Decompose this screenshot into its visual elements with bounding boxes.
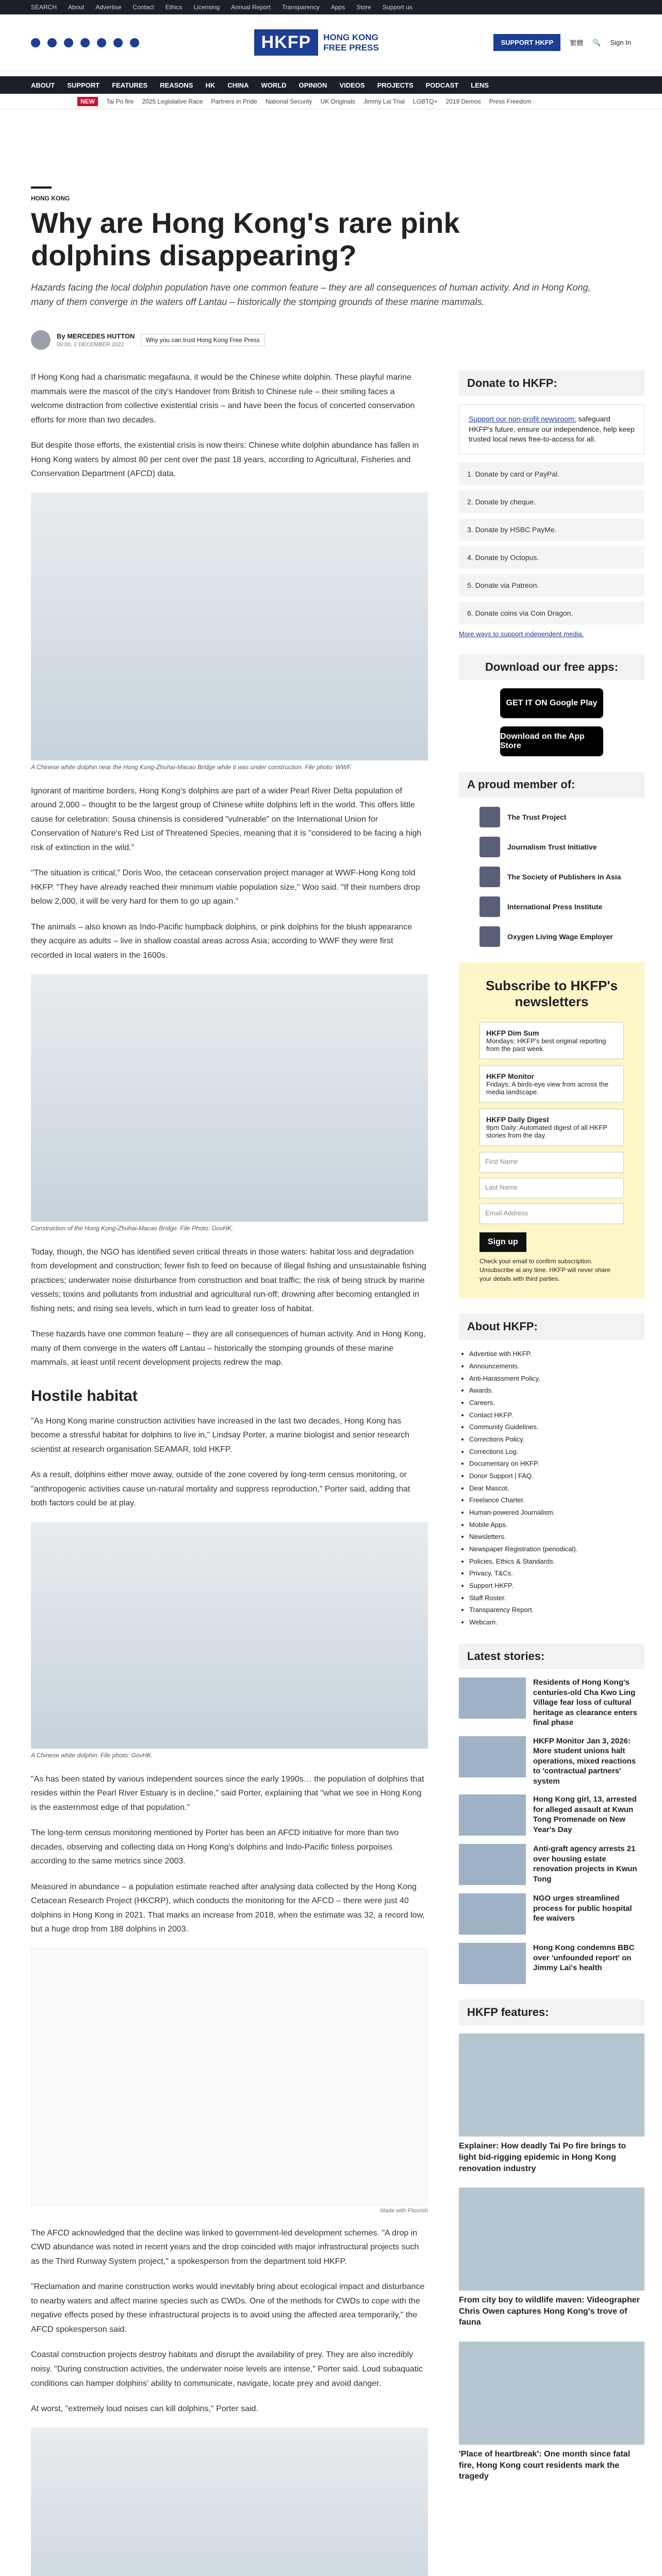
- article-category[interactable]: HONG KONG: [31, 195, 70, 202]
- utility-ethics[interactable]: Ethics: [165, 4, 183, 11]
- about-item[interactable]: • Corrections Log.: [469, 1446, 644, 1458]
- author-avatar: [31, 330, 51, 350]
- dolphin-photo-2: [31, 1522, 428, 1749]
- utility-transparency[interactable]: Transparency: [282, 4, 320, 11]
- article-body: [31, 370, 428, 2576]
- donate-option[interactable]: 2. Donate by cheque.: [459, 490, 644, 513]
- story-thumbnail: [459, 1736, 526, 1777]
- about-item[interactable]: • Donor Support | FAQ.: [469, 1470, 644, 1482]
- utility-licensing[interactable]: Licensing: [193, 4, 220, 11]
- trending-item[interactable]: Tai Po fire: [106, 97, 134, 105]
- feature-image: [459, 2188, 644, 2291]
- article-deck: Hazards facing the local dolphin population have one common feature – they are all consequences of human activity. And in Hong Kong, many of them converge in the waters off Lantau – historically the stomping grounds of these marine mammals.: [31, 282, 591, 308]
- member-logo[interactable]: The Trust Project: [479, 807, 644, 827]
- latest-story[interactable]: Hong Kong girl, 13, arrested for alleged assault at Kwun Tong Promenade on New Year's Day: [459, 1794, 644, 1836]
- app-store-badge[interactable]: Download on the App Store: [500, 726, 603, 756]
- living-wage-icon: [479, 926, 500, 947]
- donate-intro: [459, 404, 644, 454]
- photo-caption: A Chinese white dolphin. File photo: GovHK.: [31, 1751, 153, 1759]
- about-item[interactable]: • Awards.: [469, 1384, 644, 1397]
- utility-store[interactable]: Store: [356, 4, 371, 11]
- donate-intro-link[interactable]: Support our non-profit newsroom:: [469, 415, 576, 423]
- nav-reasons[interactable]: REASONS: [160, 81, 193, 89]
- member-logo[interactable]: The Society of Publishers in Asia: [479, 867, 644, 887]
- content-wrap: [0, 370, 662, 2576]
- donate-intro-text: safeguard HKFP's future, ensure our independence, help keep trusted local news free-to-access for all.: [469, 415, 635, 444]
- latest-story[interactable]: Hong Kong condemns BBC over 'unfounded report' on Jimmy Lai's health: [459, 1943, 644, 1984]
- trending-tag: NEW: [77, 97, 98, 106]
- sign-in-link[interactable]: Sign In: [610, 39, 631, 46]
- first-name-input[interactable]: First Name: [479, 1152, 624, 1173]
- sopa-icon: [479, 867, 500, 887]
- story-thumbnail: [459, 1844, 526, 1885]
- category-rule: [31, 187, 52, 189]
- utility-support[interactable]: Support us: [382, 4, 412, 11]
- paragraph: "Reclamation and marine construction works would inevitably bring about ecological impact and disturbance to nearby waters and affect marine species such as CWDs. One of the methods for CWDs to cope with the negative effects posed by these infrastructural projects is to avoid using the affected area temporarily," the AFCD spokesperson said.: [31, 2282, 425, 2334]
- feature-image: [459, 2033, 644, 2137]
- about-item[interactable]: • Mobile Apps.: [469, 1519, 644, 1531]
- apps-title: Download our free apps:: [459, 654, 644, 680]
- story-thumbnail: [459, 1943, 526, 1984]
- member-title: A proud member of:: [459, 772, 644, 798]
- trending-item[interactable]: LGBTQ+: [412, 97, 438, 105]
- jti-icon: [479, 837, 500, 857]
- utility-advertise[interactable]: Advertise: [95, 4, 122, 11]
- donate-option[interactable]: 6. Donate coins via Coin Dragon.: [459, 602, 644, 624]
- about-item[interactable]: • Policies, Ethics & Standards.: [469, 1555, 644, 1568]
- newsletter-widget: [459, 962, 644, 1298]
- trending-item[interactable]: Partners in Pride: [211, 97, 257, 105]
- paragraph: If Hong Kong had a charismatic megafauna, it would be the Chinese white dolphin. These playful marine mammals were the mascot of the city's Handover from British to Chinese rule – their smiling faces a welcome distraction from collective existential crisis – and have been the focus of concerted conservation efforts for more than two decades.: [31, 373, 415, 425]
- member-logo[interactable]: International Press Institute: [479, 896, 644, 917]
- about-item[interactable]: • Advertise with HKFP.: [469, 1348, 644, 1360]
- about-item[interactable]: • Careers.: [469, 1397, 644, 1409]
- site-logo[interactable]: [254, 29, 379, 56]
- paragraph: The animals – also known as Indo-Pacific humpback dolphins, or pink dolphins for the blush appearance they acquire as adults – live in shallow coastal areas across Asia; according to WWF they were first recorded in local waters in the 1600s.: [31, 922, 412, 960]
- story-thumbnail: [459, 1794, 526, 1836]
- main-nav: [0, 76, 662, 94]
- about-title: About HKFP:: [459, 1314, 644, 1340]
- email-input[interactable]: Email Address: [479, 1204, 624, 1224]
- article-title: Why are Hong Kong's rare pink dolphins disappearing?: [31, 207, 460, 272]
- paragraph: The AFCD acknowledged that the decline was linked to government-led development schemes. "A drop in CWD abundance was noted in recent years and the drop coincided with major infrastructural projects such as the Third Runway System project," a spokesperson from the department told HKFP.: [31, 2228, 419, 2266]
- trust-link[interactable]: Why you can trust Hong Kong Free Press: [141, 334, 264, 346]
- donate-title: Donate to HKFP:: [459, 370, 644, 396]
- utility-contact[interactable]: Contact: [133, 4, 154, 11]
- trending-item[interactable]: Press Freedom: [489, 97, 532, 105]
- donate-option[interactable]: 1. Donate by card or PayPal.: [459, 463, 644, 485]
- utility-about[interactable]: About: [68, 4, 85, 11]
- support-hkfp-button[interactable]: SUPPORT HKFP: [493, 34, 560, 51]
- utility-annual-report[interactable]: Annual Report: [231, 4, 271, 11]
- youtube-icon[interactable]: [97, 38, 106, 47]
- nav-videos[interactable]: VIDEOS: [339, 81, 365, 89]
- newsletter-title: Subscribe to HKFP's newsletters: [485, 978, 618, 1009]
- paragraph: Measured in abundance – a population estimate reached after analysing data collected by the Hong Kong Cetacean Research Project (HKCRP), which conducts the monitoring for the AFCD – there were just 40 dolphins in Hong Kong in 2021. That marks an increase from 2018, when the estimate was 32, a record low, but a huge drop from 188 dolphins in 2003.: [31, 1882, 425, 1934]
- lantau-photo: [31, 2428, 428, 2576]
- dolphin-photo: [31, 493, 428, 760]
- features-title: HKFP features:: [459, 1999, 644, 2025]
- utility-apps[interactable]: Apps: [330, 4, 345, 11]
- social-links: [31, 38, 139, 47]
- facebook-icon[interactable]: [31, 38, 40, 47]
- about-item[interactable]: • Newsletters.: [469, 1531, 644, 1543]
- newsletter-option[interactable]: HKFP Daily Digest 9pm Daily: Automated digest of all HKFP stories from the day.: [479, 1109, 624, 1146]
- logo-mark: HKFP: [254, 29, 319, 56]
- paragraph: Coastal construction projects destroy habitats and disrupt the availability of prey. They are also incredibly noisy. "During construction activities, the underwater noise levels are intense," Porter said. Loud subaquatic conditions can hamper dolphins' ability to communicate, navigate, locate prey and avoid danger.: [31, 2350, 423, 2388]
- section-heading: Hostile habitat: [31, 1387, 138, 1404]
- ipi-icon: [479, 896, 500, 917]
- byline-row: [31, 330, 631, 350]
- about-item[interactable]: • Privacy, T&Cs.: [469, 1567, 644, 1580]
- masthead: [0, 14, 662, 71]
- story-thumbnail: [459, 1893, 526, 1935]
- logo-name: HONG KONG FREE PRESS: [323, 32, 379, 53]
- paragraph: At worst, "extremely loud noises can kill dolphins," Porter said.: [31, 2404, 258, 2414]
- nav-features[interactable]: FEATURES: [112, 81, 148, 89]
- about-item[interactable]: • Documentary on HKFP.: [469, 1458, 644, 1470]
- paragraph: But despite those efforts, the existential crisis is now theirs: Chinese white dolphin abundance has fallen in Hong Kong waters by almost 80 per cent over the past 18 years, according to Agricultural, Fisheries and Conservation Department (AFCD) data.: [31, 441, 419, 479]
- nav-lens[interactable]: LENS: [471, 81, 489, 89]
- paragraph: "The situation is critical," Doris Woo, the cetacean conservation project manager at WWF-Hong Kong told HKFP. "They have already reached their minimum viable population size," Woo said. "If their numbers drop below 2,000, it will be very hard for them to go up again.": [31, 869, 420, 906]
- about-item[interactable]: • Support HKFP.: [469, 1580, 644, 1592]
- about-item[interactable]: • Staff Roster.: [469, 1592, 644, 1604]
- member-logo[interactable]: Journalism Trust Initiative: [479, 837, 644, 857]
- about-item[interactable]: • Community Guidelines.: [469, 1421, 644, 1433]
- about-item[interactable]: • Corrections Policy.: [469, 1433, 644, 1446]
- newsletter-note: Check your email to confirm subscription. Unsubscribe at any time. HKFP will never share your details with third parties.: [479, 1258, 610, 1282]
- about-item[interactable]: • Dear Mascot.: [469, 1482, 644, 1495]
- latest-story[interactable]: Residents of Hong Kong's centuries-old Cha Kwo Ling Village fear loss of cultural heritage as clearance enters final phase: [459, 1677, 644, 1728]
- photo-caption: A Chinese white dolphin near the Hong Kong-Zhuhai-Macao Bridge while it was under construction. File photo: WWF.: [31, 763, 352, 771]
- latest-story[interactable]: NGO urges streamlined process for public hospital fee waivers: [459, 1893, 644, 1935]
- donate-option[interactable]: 3. Donate by HSBC PayMe.: [459, 518, 644, 541]
- nav-about[interactable]: ABOUT: [31, 81, 55, 89]
- feature-image: [459, 2342, 644, 2445]
- about-item[interactable]: • Human-powered Journalism.: [469, 1506, 644, 1519]
- article-header: [0, 109, 662, 350]
- x-icon[interactable]: [47, 38, 57, 47]
- language-link[interactable]: 繁體: [570, 39, 584, 47]
- abundance-chart-embed[interactable]: [31, 1948, 428, 2206]
- nav-opinion[interactable]: OPINION: [299, 81, 327, 89]
- trending-item[interactable]: UK Originals: [320, 97, 355, 105]
- nav-podcast[interactable]: PODCAST: [425, 81, 459, 89]
- nav-world[interactable]: WORLD: [261, 81, 287, 89]
- story-thumbnail: [459, 1677, 526, 1719]
- utility-bar: [0, 0, 662, 14]
- feature-story[interactable]: Explainer: How deadly Tai Po fire brings to light bid-rigging epidemic in Hong Kong renovation industry: [459, 2033, 644, 2174]
- author-name[interactable]: By MERCEDES HUTTON: [57, 332, 135, 341]
- paragraph: The long-term census monitoring mentioned by Porter has been an AFCD initiative for more than two decades, observing and collecting data on Hong Kong's dolphins and Indo-Pacific finless porpoises according to the same metrics since 2003.: [31, 1828, 399, 1866]
- trending-item[interactable]: 2019 Demos: [445, 97, 481, 105]
- instagram-icon[interactable]: [64, 38, 73, 47]
- about-item[interactable]: • Webcam.: [469, 1616, 644, 1629]
- trust-project-icon: [479, 807, 500, 827]
- paragraph: "As has been stated by various independent sources since the early 1990s… the population of dolphins that resides within the Pearl River Estuary is in decline," said Porter, explaining that "what we see in Hong Kong is the easternmost edge of that population.": [31, 1774, 424, 1812]
- telegram-icon[interactable]: [130, 38, 139, 47]
- last-name-input[interactable]: Last Name: [479, 1178, 624, 1198]
- trending-item[interactable]: 2025 Legislative Race: [142, 97, 203, 105]
- bridge-photo: [31, 974, 428, 1222]
- latest-story[interactable]: HKFP Monitor Jan 3, 2026: More student unions halt operations, mixed reactions to 'contractual partners' system: [459, 1736, 644, 1787]
- publish-date: 09:00, 2 DECEMBER 2022: [57, 342, 124, 348]
- latest-title: Latest stories:: [459, 1643, 644, 1669]
- member-logo[interactable]: Oxygen Living Wage Employer: [479, 926, 644, 947]
- about-list: [459, 1348, 644, 1628]
- nav-projects[interactable]: PROJECTS: [377, 81, 413, 89]
- search-icon[interactable]: 🔍: [592, 38, 601, 46]
- trending-bar: [0, 94, 662, 109]
- newsletter-option[interactable]: HKFP Dim Sum Mondays: HKFP's best original reporting from the past week.: [479, 1022, 624, 1059]
- trending-item[interactable]: National Security: [265, 97, 312, 105]
- google-play-badge[interactable]: GET IT ON Google Play: [500, 688, 603, 718]
- nav-china[interactable]: CHINA: [227, 81, 249, 89]
- paragraph: These hazards have one common feature – they are all consequences of human activity. And in Hong Kong, many of them converge in the waters off Lantau – historically the stomping grounds of these marine mammals, at least until recent development projects redrew the map.: [31, 1330, 426, 1367]
- sidebar: [459, 370, 644, 2576]
- about-item[interactable]: • Announcements.: [469, 1360, 644, 1372]
- feature-story[interactable]: 'Place of heartbreak': One month since fatal fire, Hong Kong court residents mark the tragedy: [459, 2342, 644, 2482]
- latest-story[interactable]: Anti-graft agency arrests 21 over housing estate renovation projects in Kwun Tong: [459, 1844, 644, 1885]
- masthead-actions: [493, 34, 631, 51]
- feature-story[interactable]: From city boy to wildlife maven: Videographer Chris Owen captures Hong Kong's trove of fauna: [459, 2188, 644, 2328]
- sign-up-button[interactable]: Sign up: [479, 1232, 526, 1252]
- newsletter-option[interactable]: HKFP Monitor Fridays: A birds-eye view from across the media landscape.: [479, 1065, 624, 1103]
- nav-hk[interactable]: HK: [205, 81, 216, 89]
- email-icon[interactable]: [113, 38, 123, 47]
- more-ways-link[interactable]: More ways to support independent media.: [459, 630, 584, 638]
- about-item[interactable]: • Anti-Harassment Policy.: [469, 1372, 644, 1385]
- nav-support[interactable]: SUPPORT: [67, 81, 100, 89]
- trending-item[interactable]: Jimmy Lai Trial: [363, 97, 405, 105]
- paragraph: Today, though, the NGO has identified seven critical threats in those waters: habitat loss and degradation from development and construction; fewer fish to feed on because of illegal fishing and unsustainable fishing practices; underwater noise disturbance from construction and boat traffic; the risk of being struck by marine vessels; toxins and pollutants from industrial and agricultural run-off; drowning after becoming entangled in fishing nets; and rising sea levels, which in turn lead to greater loss of habitat.: [31, 1247, 426, 1313]
- chart-credit[interactable]: Made with Flourish: [380, 2207, 428, 2214]
- utility-search[interactable]: SEARCH: [31, 4, 57, 11]
- byline: [57, 332, 135, 348]
- donate-option[interactable]: 5. Donate via Patreon.: [459, 574, 644, 597]
- about-item[interactable]: • Contact HKFP.: [469, 1409, 644, 1421]
- threads-icon[interactable]: [80, 38, 90, 47]
- paragraph: As a result, dolphins either move away, outside of the zone covered by long-term census monitoring, or "anthropogenic activities cause un-natural mortality and suppress reproduction," Porter said, adding that both factors could be at play.: [31, 1470, 410, 1508]
- donate-option[interactable]: 4. Donate by Octopus.: [459, 546, 644, 569]
- photo-caption: Construction of the Hong Kong-Zhuhai-Macao Bridge. File Photo: GovHK.: [31, 1224, 234, 1232]
- about-item[interactable]: • Newspaper Registration (periodical).: [469, 1543, 644, 1555]
- about-item[interactable]: • Freelance Charter.: [469, 1494, 644, 1506]
- paragraph: "As Hong Kong marine construction activities have increased in the last two decades, Hong Kong has become a stressful habitat for dolphins to live in," Lindsay Porter, a marine biologist and senior research scientist at research organisation SEAMAR, told HKFP.: [31, 1416, 410, 1454]
- paragraph: Ignorant of maritime borders, Hong Kong's dolphins are part of a wider Pearl River Delta population of around 2,000 – thought to be the largest group of Chinese white dolphins left in the world. This offers little cause for celebration: Sousa chinensis is considered "vulnerable" on the International Union for Conservation of Nature's Red List of Threatened Species, meaning that it is "considered to be facing a high risk of extinction in the wild.": [31, 786, 422, 852]
- about-item[interactable]: • Transparency Report.: [469, 1604, 644, 1616]
